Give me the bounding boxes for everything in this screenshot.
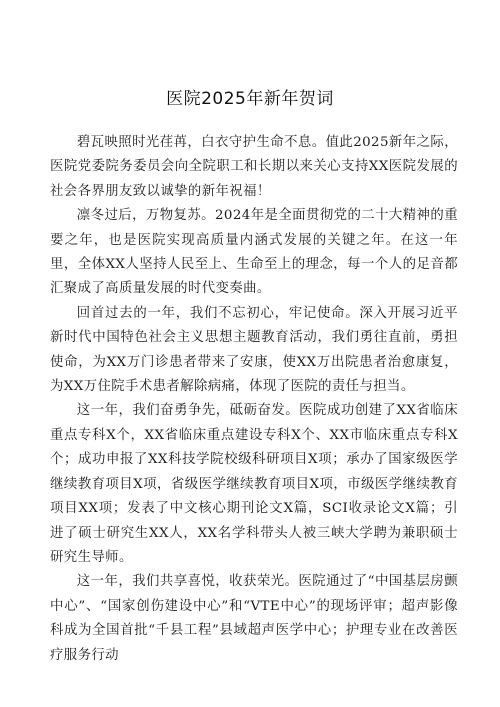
paragraph-mission: 回首过去的一年，我们不忘初心，牢记使命。深入开展习近平新时代中国特色社会主义思想主题教育活动，我们勇往直前，勇担使命，为XX万门诊患者带来了安康，使XX万出院患者治愈康复，为XX万住院手术患者解除病痛，体现了医院的责任与担当。 xyxy=(50,305,458,395)
paragraph-honors: 这一年，我们共享喜悦，收获荣光。医院通过了“中国基层房颤中心”、“国家创伤建设中心”和“VTE中心”的现场评审；超声影像科成为全国首批“千县工程”县域超声医学中心；护理专业在改善医疗服务行动 xyxy=(50,574,458,663)
document-body xyxy=(50,131,458,668)
document-title: 医院2025年新年贺词 xyxy=(166,89,334,109)
paragraph-greeting: 碧瓦映照时光荏苒，白衣守护生命不息。值此2025新年之际，医院党委院务委员会向全院职工和长期以来关心支持XX医院发展的社会各界朋友致以诚挚的新年祝福！ xyxy=(50,135,458,199)
paragraph-achievements: 这一年，我们奋勇争先，砥砺奋发。医院成功创建了XX省临床重点专科X个，XX省临床重点建设专科X个、XX市临床重点专科X个；成功申报了XX科技学院校级科研项目X项；承办了国家级医学继续教育项目X项，省级医学继续教育项目X项，市级医学继续教育项目XX项；发表了中文核心期刊论文X篇，SCI收录论文X篇；引进了硕士研究生XX人，XX名学科带头人被三峡大学聘为兼职硕士研究生导师。 xyxy=(50,403,458,565)
paragraph-2024-overview: 凛冬过后，万物复苏。2024年是全面贯彻党的二十大精神的重要之年，也是医院实现高质量内涵式发展的关键之年。在这一年里，全体XX人坚持人民至上、生命至上的理念，每一个人的足音都汇聚成了高质量发展的时代变奏曲。 xyxy=(50,208,458,297)
